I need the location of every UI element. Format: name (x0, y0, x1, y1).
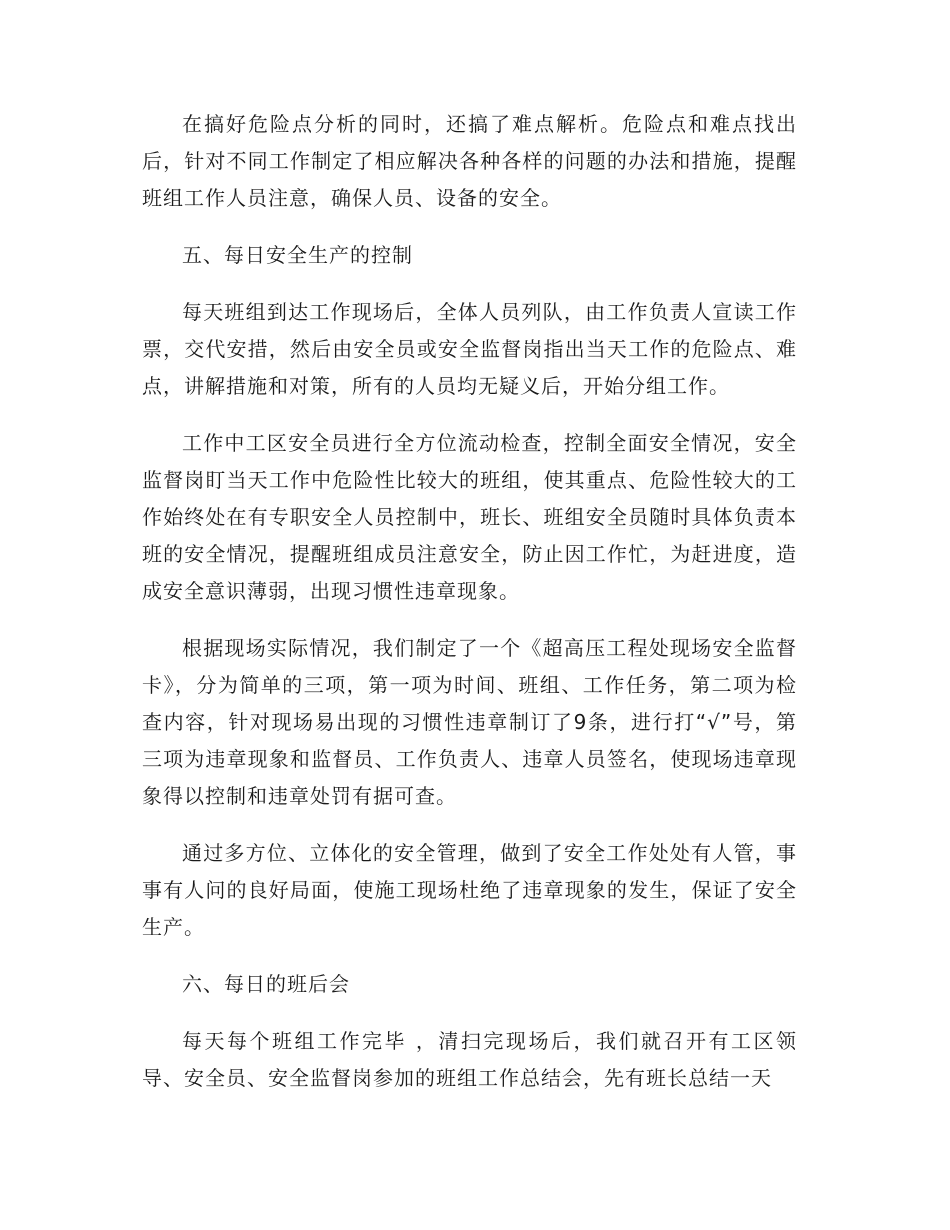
section-heading-6: 六、每日的班后会 (182, 972, 350, 996)
paragraph-supervision-card: 根据现场实际情况，我们制定了一个《超高压工程处现场安全监督卡》，分为简单的三项，第一项为时间、班组、工作任务，第二项为检查内容，针对现场易出现的习惯性违章制订了9条，进行打“√”号，第三项为违章现象和监督员、工作负责人、违章人员签名，使现场违章现象得以控制和违章处罚有据可查。 (142, 636, 797, 808)
paragraph-safety-management: 通过多方位、立体化的安全管理，做到了安全工作处处有人管，事事有人问的良好局面，使施工现场杜绝了违章现象的发生，保证了安全生产。 (142, 841, 797, 939)
document-body (142, 106, 797, 1117)
section-heading-5: 五、每日安全生产的控制 (182, 243, 413, 267)
paragraph-post-shift-meeting: 每天每个班组工作完毕 ，清扫完现场后，我们就召开有工区领导、安全员、安全监督岗参加的班组工作总结会，先有班长总结一天 (142, 1029, 797, 1090)
paragraph-inspection: 工作中工区安全员进行全方位流动检查，控制全面安全情况，安全监督岗盯当天工作中危险性比较大的班组，使其重点、危险性较大的工作始终处在有专职安全人员控制中，班长、班组安全员随时具体负责本班的安全情况，提醒班组成员注意安全，防止因工作忙，为赶进度，造成安全意识薄弱，出现习惯性违章现象。 (142, 431, 797, 603)
paragraph-site-briefing: 每天班组到达工作现场后，全体人员列队，由工作负责人宣读工作票，交代安措，然后由安全员或安全监督岗指出当天工作的危险点、难点，讲解措施和对策，所有的人员均无疑义后，开始分组工作。 (142, 300, 797, 398)
paragraph-difficulty-analysis: 在搞好危险点分析的同时，还搞了难点解析。危险点和难点找出后，针对不同工作制定了相应解决各种各样的问题的办法和措施，提醒班组工作人员注意，确保人员、设备的安全。 (142, 112, 797, 210)
